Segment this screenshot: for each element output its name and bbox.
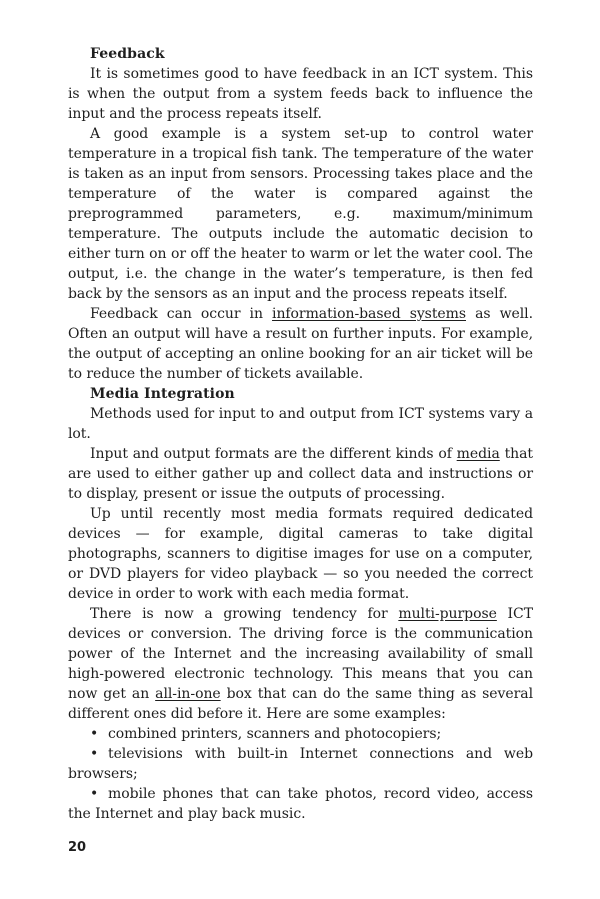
text-run: Feedback can occur in bbox=[90, 306, 273, 322]
underlined-term-multi-purpose: multi-purpose bbox=[398, 606, 497, 622]
bullet-text: televisions with built-in Internet connections and web browsers; bbox=[68, 746, 533, 782]
paragraph-methods-vary: Methods used for input to and output from ICT systems vary a lot. bbox=[68, 406, 533, 442]
underlined-term-information-based-systems: information-based systems bbox=[272, 306, 466, 322]
paragraph-fish-tank-example: A good example is a system set-up to control water temperature in a tropical fish tank. The temperature of the water is taken as an input from sensors. Processing takes place and the temperature of the water is compared against the preprogrammed parameters, e.g. maximum/minimum temperature. The outputs include the automatic decision to either turn on or off the heater to warm or let the water cool. The output, i.e. the change in the water’s temperature, is then fed back by the sensors as an input and the process repeats itself. bbox=[68, 126, 533, 302]
underlined-term-all-in-one: all-in-one bbox=[155, 686, 221, 702]
bullet-item bbox=[68, 784, 533, 824]
paragraph-feedback-intro: It is sometimes good to have feedback in an ICT system. This is when the output from a system feeds back to influence the input and the process repeats itself. bbox=[68, 66, 533, 122]
section-heading-feedback: Feedback bbox=[90, 46, 165, 62]
paragraph-multi-purpose bbox=[68, 604, 533, 724]
paragraph-media-formats bbox=[68, 444, 533, 504]
bullet-icon: • bbox=[90, 746, 99, 762]
text-run: Input and output formats are the different kinds of bbox=[90, 446, 457, 462]
section-heading-media-integration: Media Integration bbox=[90, 386, 235, 402]
paragraph-information-based-systems bbox=[68, 304, 533, 384]
text-run: There is now a growing tendency for bbox=[90, 606, 399, 622]
bullet-text: mobile phones that can take photos, record video, access the Internet and play back music. bbox=[68, 786, 533, 822]
paragraph-dedicated-devices: Up until recently most media formats required dedicated devices — for example, digital cameras to take digital photographs, scanners to digitise images for use on a computer, or DVD players for video playback — so you needed the correct device in order to work with each media format. bbox=[68, 506, 533, 602]
underlined-term-media: media bbox=[456, 446, 500, 462]
text-run: as well. Often an output will have a result on further inputs. For example, the output of accepting an online booking for an air ticket will be to reduce the number of tickets available. bbox=[68, 306, 533, 382]
bullet-icon: • bbox=[90, 786, 99, 802]
text-run: box that can do the same thing as several different ones did before it. Here are some examples: bbox=[68, 686, 533, 722]
bullet-text: combined printers, scanners and photocopiers; bbox=[108, 726, 442, 742]
text-run: ICT devices or conversion. The driving force is the communication power of the Internet and the increasing availability of small high-powered electronic technology. This means that you can now get an bbox=[68, 606, 533, 702]
bullet-icon: • bbox=[90, 726, 99, 742]
page-number: 20 bbox=[68, 840, 87, 855]
bullet-item bbox=[68, 744, 533, 784]
page-content bbox=[68, 44, 533, 824]
text-run: that are used to either gather up and collect data and instructions or to display, present or issue the outputs of processing. bbox=[68, 446, 533, 502]
bullet-item bbox=[68, 724, 533, 744]
